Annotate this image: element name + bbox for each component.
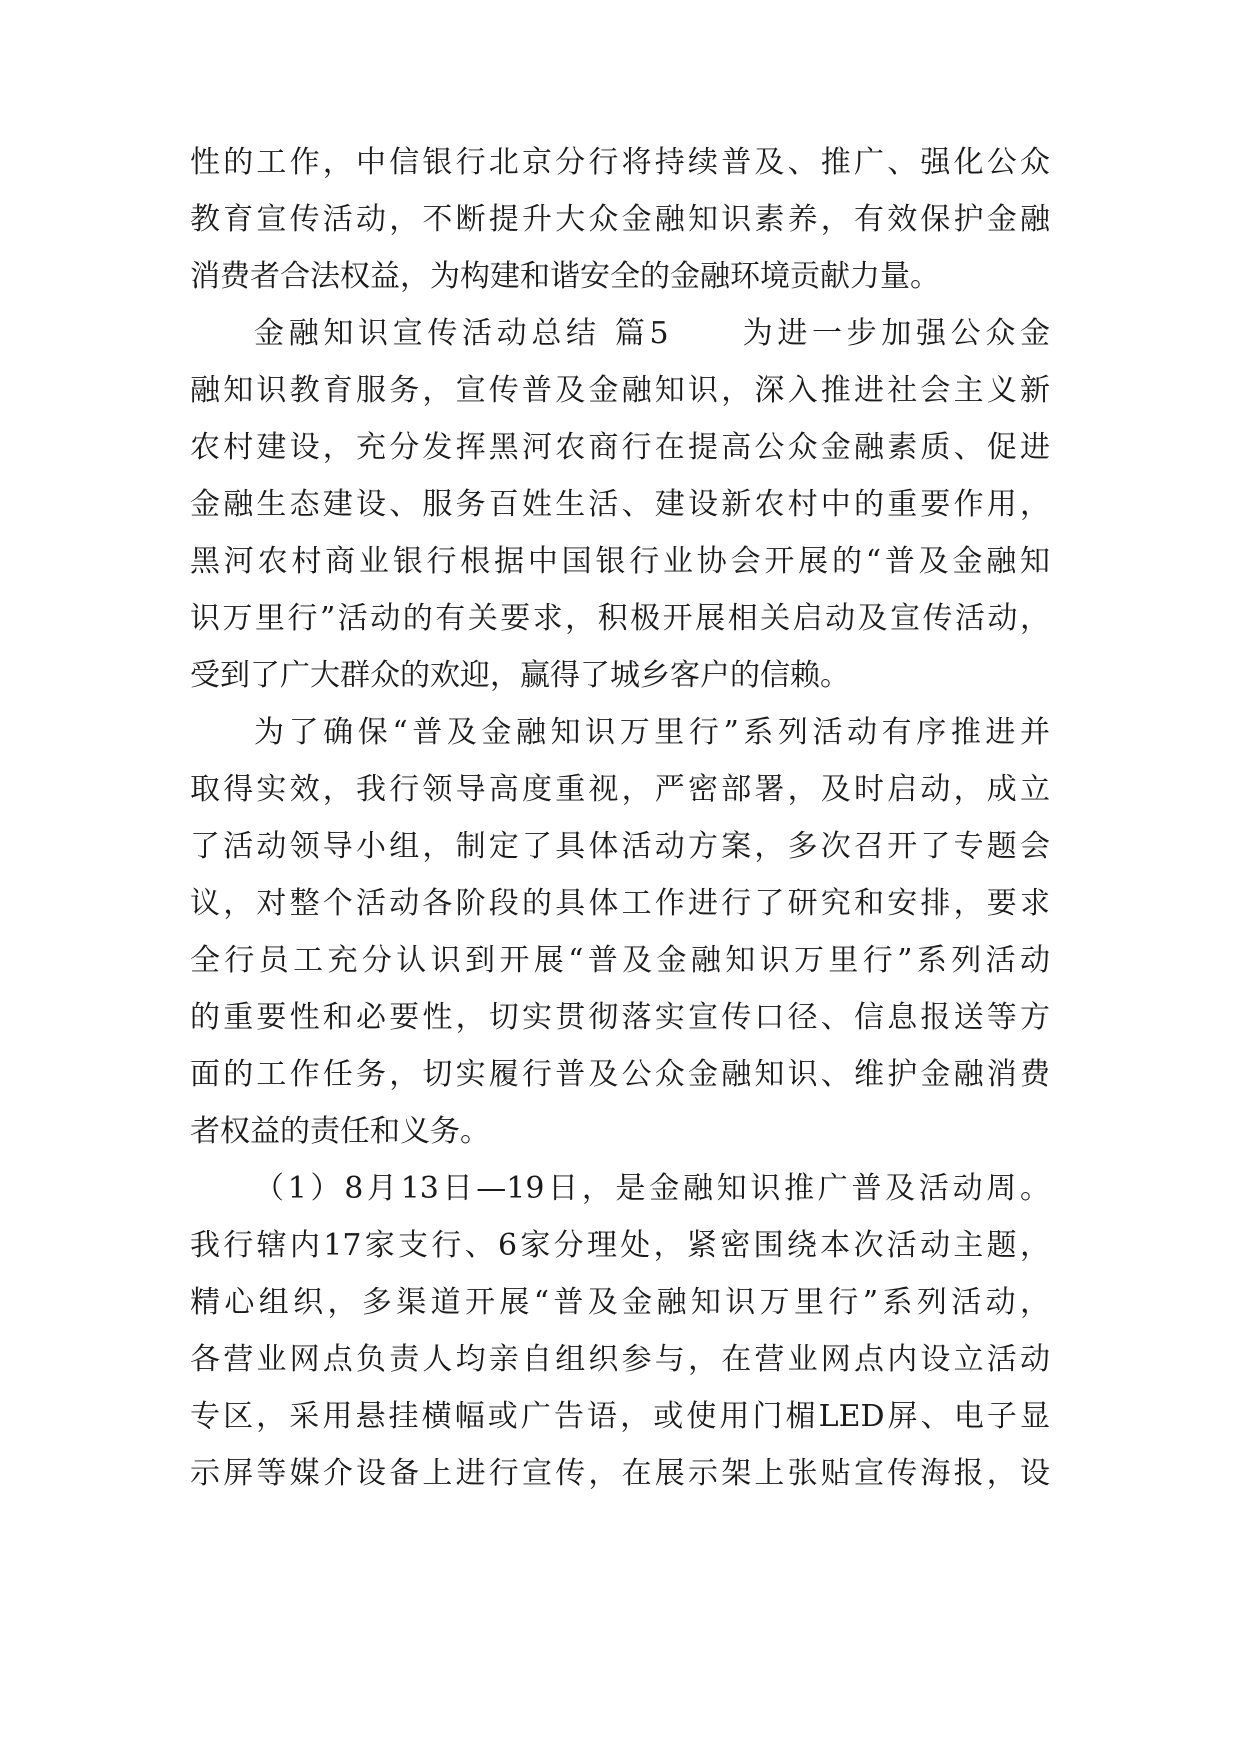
paragraph-first-line: 为了确保“普及金融知识万里行”系列活动有序推进并 bbox=[254, 715, 1050, 750]
text-line: 面的工作任务，切实履行普及公众金融知识、维护金融消费 bbox=[190, 1057, 1050, 1092]
text-line: 精心组织，多渠道开展“普及金融知识万里行”系列活动， bbox=[190, 1285, 1050, 1320]
text-line: 全行员工充分认识到开展“普及金融知识万里行”系列活动 bbox=[190, 943, 1050, 978]
text-line: 的重要性和必要性，切实贯彻落实宣传口径、信息报送等方 bbox=[190, 1000, 1050, 1035]
text-line: 了活动领导小组，制定了具体活动方案，多次召开了专题会 bbox=[190, 829, 1050, 864]
text-line: 议，对整个活动各阶段的具体工作进行了研究和安排，要求 bbox=[190, 886, 1050, 921]
section-heading-line: 金融知识宣传活动总结 篇5 为进一步加强公众金 bbox=[254, 316, 1050, 351]
text-line: 教育宣传活动，不断提升大众金融知识素养，有效保护金融 bbox=[190, 202, 1050, 237]
text-line: 黑河农村商业银行根据中国银行业协会开展的“普及金融知 bbox=[190, 544, 1050, 579]
text-line: 融知识教育服务，宣传普及金融知识，深入推进社会主义新 bbox=[190, 373, 1050, 408]
text-line: 取得实效，我行领导高度重视，严密部署，及时启动，成立 bbox=[190, 772, 1050, 807]
text-line: 者权益的责任和义务。 bbox=[190, 1114, 490, 1149]
text-line: 各营业网点负责人均亲自组织参与，在营业网点内设立活动 bbox=[190, 1342, 1050, 1377]
text-line: 示屏等媒介设备上进行宣传，在展示架上张贴宣传海报，设 bbox=[190, 1456, 1050, 1491]
text-line: 消费者合法权益，为构建和谐安全的金融环境贡献力量。 bbox=[190, 259, 940, 294]
text-line: 我行辖内17家支行、6家分理处，紧密围绕本次活动主题， bbox=[190, 1228, 1050, 1263]
paragraph-first-line: （1）8月13日—19日，是金融知识推广普及活动周。 bbox=[254, 1171, 1050, 1206]
text-line: 受到了广大群众的欢迎，赢得了城乡客户的信赖。 bbox=[190, 658, 850, 693]
text-line: 识万里行”活动的有关要求，积极开展相关启动及宣传活动， bbox=[190, 601, 1050, 636]
text-line: 金融生态建设、服务百姓生活、建设新农村中的重要作用， bbox=[190, 487, 1050, 522]
text-line: 农村建设，充分发挥黑河农商行在提高公众金融素质、促进 bbox=[190, 430, 1050, 465]
text-line: 性的工作，中信银行北京分行将持续普及、推广、强化公众 bbox=[190, 145, 1050, 180]
text-line: 专区，采用悬挂横幅或广告语，或使用门楣LED屏、电子显 bbox=[190, 1399, 1050, 1434]
